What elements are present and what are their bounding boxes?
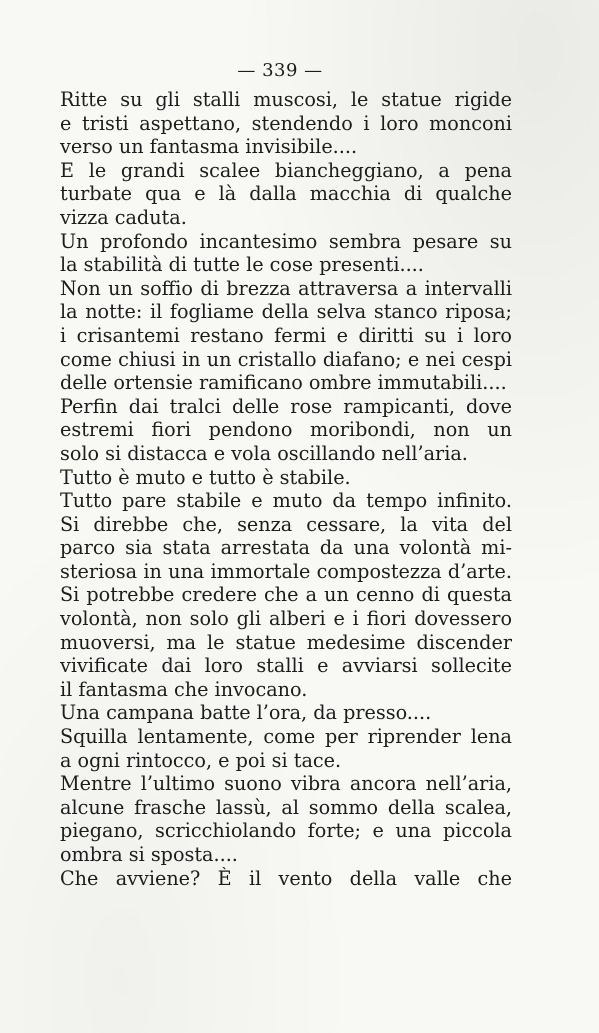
text-line: Non un soffio di brezza attraversa a intervalli: [60, 276, 512, 300]
text-line: muoversi, ma le statue medesime discender: [60, 630, 512, 654]
text-line: Mentre l’ultimo suono vibra ancora nell’aria,: [60, 772, 512, 796]
text-line: la notte: il fogliame della selva stanco riposa;: [60, 300, 512, 324]
text-line: piegano, scricchiolando forte; e una piccola: [60, 819, 512, 843]
text-line: a ogni rintocco, e poi si tace.: [60, 748, 342, 772]
text-line: Una campana batte l’ora, da presso....: [60, 701, 432, 725]
text-line: Che avviene? È il vento della valle che: [60, 866, 512, 890]
text-line: turbate qua e là dalla macchia di qualche: [60, 182, 512, 206]
text-line: Perfin dai tralci delle rose rampicanti, dove: [60, 394, 512, 418]
text-line: Ritte su gli stalli muscosi, le statue rigide: [60, 88, 512, 111]
text-line: volontà, non solo gli alberi e i fiori dovessero: [60, 607, 512, 631]
text-line: i crisantemi restano fermi e diritti su i loro: [60, 323, 512, 347]
text-line: alcune frasche lassù, al sommo della scalea,: [60, 795, 512, 819]
text-line: Si direbbe che, senza cessare, la vita del: [60, 512, 512, 536]
text-line: come chiusi in un cristallo diafano; e nei cespi: [60, 347, 512, 371]
body-text: [60, 88, 512, 890]
page-number: — 339 —: [237, 60, 323, 81]
text-line: ombra si sposta....: [60, 843, 238, 866]
text-line: delle ortensie ramificano ombre immutabili....: [60, 371, 507, 395]
text-line: Tutto è muto e tutto è stabile.: [60, 465, 351, 489]
text-line: Si potrebbe credere che a un cenno di questa: [60, 583, 512, 607]
text-line: il fantasma che invocano.: [60, 677, 308, 701]
text-line: verso un fantasma invisibile....: [60, 135, 358, 159]
text-line: E le grandi scalee biancheggiano, a pena: [60, 158, 512, 182]
text-line: steriosa in una immortale compostezza d’arte.: [60, 559, 512, 583]
text-line: vizza caduta.: [60, 205, 187, 229]
text-line: la stabilità di tutte le cose presenti....: [60, 253, 424, 277]
text-line: Squilla lentamente, come per riprender lena: [60, 725, 512, 749]
text-line: Un profondo incantesimo sembra pesare su: [60, 229, 512, 253]
text-line: estremi fiori pendono moribondi, non un: [60, 418, 512, 442]
text-line: parco sia stata arrestata da una volontà mi-: [60, 536, 512, 560]
text-line: vivificate dai loro stalli e avviarsi sollecite: [60, 654, 512, 678]
text-line: e tristi aspettano, stendendo i loro monconi: [60, 111, 512, 135]
text-line: Tutto pare stabile e muto da tempo infinito.: [60, 489, 512, 513]
text-line: solo si distacca e vola oscillando nell’aria.: [60, 441, 468, 465]
